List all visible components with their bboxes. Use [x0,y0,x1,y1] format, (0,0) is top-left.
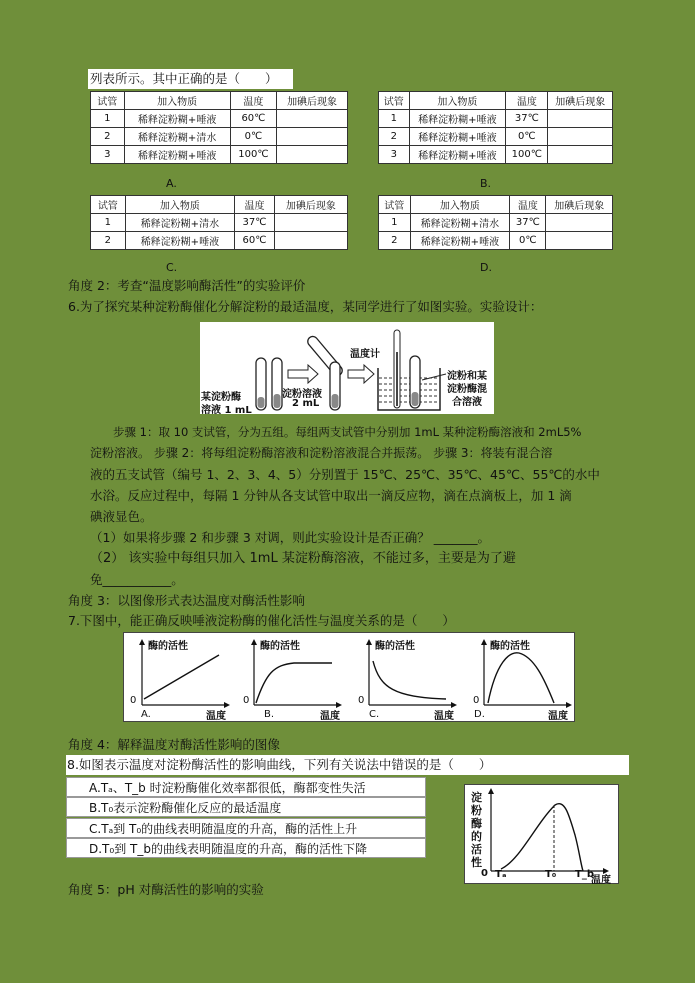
q8-stem: 8.如图表示温度对淀粉酶活性的影响曲线，下列有关说法中错误的是（ ） [67,757,492,772]
table-row [91,110,348,128]
table-cell: 0℃ [510,232,546,250]
graph-c-origin: 0 [358,695,365,706]
table-cell: 2 [379,232,411,250]
q8-xlabel: 温度 [591,875,611,886]
curve-c [373,661,446,699]
table-cell: 37℃ [510,214,546,232]
table-cell: 稀释淀粉糊+清水 [124,128,230,146]
th-substance: 加入物质 [409,92,506,110]
graph-c-xlabel: 温度 [434,711,454,722]
graph-a-origin: 0 [130,695,137,706]
table-cell: 1 [91,214,126,232]
table-cell: 60℃ [230,110,276,128]
q6-figure [200,322,494,414]
table-row [379,128,613,146]
table-header-row [379,196,613,214]
q8-tb-label: T_b [575,869,594,880]
label-enzyme-1: 某淀粉酶 [201,392,241,403]
table-cell: 稀释淀粉糊+唾液 [409,128,506,146]
table-cell: 37℃ [235,214,275,232]
table-cell [274,232,347,250]
q6-sub-question-2: （2） 该实验中每组只加入 1mL 某淀粉酶溶液，不能过多，主要是为了避 [90,551,516,566]
q8-ylabel-6: 性 [471,856,482,869]
table-cell [548,110,613,128]
graph-a-option: A. [141,709,151,720]
th-tube: 试管 [91,92,125,110]
table-d [378,195,613,250]
table-cell: 60℃ [235,232,275,250]
q5-stem: 列表所示。其中正确的是（ ） [90,71,278,86]
table-cell: 2 [91,128,125,146]
table-cell [546,232,613,250]
q6-sub-question-2b: 免___________。 [90,572,184,587]
option-b-caption: B. [480,177,492,190]
graph-c-option: C. [369,709,380,720]
graph-a-xlabel: 温度 [206,711,226,722]
graph-d-option: D. [474,709,485,720]
graph-b-origin: 0 [243,695,250,706]
q8-ylabel-1: 淀 [471,791,482,804]
th-result: 加碘后现象 [274,196,347,214]
q8-origin: 0 [481,868,488,879]
table-c [90,195,348,250]
label-starch-2: 2 mL [292,398,320,409]
table-cell: 稀释淀粉糊+唾液 [409,110,506,128]
table-cell [548,128,613,146]
curve-a [144,655,219,699]
q6-step-line-5: 碘液显色。 [90,509,153,524]
graph-d-ylabel: 酶的活性 [490,641,530,652]
th-result: 加碘后现象 [546,196,613,214]
label-mixture-3: 合溶液 [452,397,482,408]
q8-ylabel-5: 活 [471,843,482,856]
option-c-caption: C. [166,261,178,274]
label-starch-1: 淀粉溶液 [282,389,322,400]
table-cell: 稀释淀粉糊+唾液 [124,110,230,128]
q8-ylabel-3: 酶 [471,817,482,830]
th-temp: 温度 [506,92,548,110]
q8-ylabel-4: 的 [471,830,482,843]
table-row [91,214,348,232]
table-cell: 37℃ [506,110,548,128]
table-cell: 3 [379,146,410,164]
table-cell: 0℃ [230,128,276,146]
table-a [90,91,348,164]
table-row [91,146,348,164]
q6-step-line-2: 淀粉溶液。 步骤 2：将每组淀粉酶溶液和淀粉溶液混合并振荡。 步骤 3：将装有混合溶 [90,446,553,460]
graph-b-xlabel: 温度 [320,711,340,722]
th-substance: 加入物质 [125,196,235,214]
table-header-row [91,196,348,214]
table-row [379,232,613,250]
option-d-caption: D. [480,261,492,274]
table-cell: 1 [379,110,410,128]
q6-sub-question-1: （1）如果将步骤 2 和步骤 3 对调，则此实验设计是否正确？ _______。 [90,530,490,545]
table-row [91,128,348,146]
table-row [379,110,613,128]
table-cell [546,214,613,232]
table-cell: 1 [379,214,411,232]
graph-a-ylabel: 酶的活性 [148,641,188,652]
q6-stem: 6.为了探究某种淀粉酶催化分解淀粉的最适温度，某同学进行了如图实验。实验设计： [68,299,543,314]
q8-option-a: A.Tₐ、T_b 时淀粉酶催化效率都很低，酶都变性失活 [66,777,426,797]
q8-option-d: D.T₀到 T_b的曲线表明随温度的升高，酶的活性下降 [66,838,426,858]
th-temp: 温度 [235,196,275,214]
table-cell: 稀释淀粉糊+唾液 [409,146,506,164]
table-b [378,91,613,164]
table-header-row [379,92,613,110]
table-cell [274,214,347,232]
table-cell: 2 [379,128,410,146]
angle-4-heading: 角度 4：解释温度对酶活性影响的图像 [68,737,280,752]
th-result: 加碘后现象 [277,92,348,110]
table-cell: 稀释淀粉糊+清水 [125,214,235,232]
table-cell [277,146,348,164]
table-cell: 0℃ [506,128,548,146]
q8-ylabel-2: 粉 [471,804,482,817]
q8-ta-label: Tₐ [495,869,507,880]
activity-curve [501,804,583,871]
table-cell: 100℃ [506,146,548,164]
table-cell: 1 [91,110,125,128]
q7-graphs [123,632,575,722]
table-row [91,232,348,250]
graph-b-ylabel: 酶的活性 [260,641,300,652]
graph-d-origin: 0 [473,695,480,706]
curve-b [256,663,332,703]
th-tube: 试管 [379,92,410,110]
label-mixture-1: 淀粉和某 [447,371,487,382]
table-row [379,146,613,164]
table-header-row [91,92,348,110]
graph-c-ylabel: 酶的活性 [375,641,415,652]
table-cell: 稀释淀粉糊+清水 [410,214,510,232]
graph-d-xlabel: 温度 [548,711,568,722]
th-tube: 试管 [379,196,411,214]
table-cell: 100℃ [230,146,276,164]
q8-graph [464,784,619,884]
table-cell: 稀释淀粉糊+唾液 [125,232,235,250]
table-cell [548,146,613,164]
q7-stem: 7.下图中，能正确反映唾液淀粉酶的催化活性与温度关系的是（ ） [68,613,455,628]
q6-step-line-4: 水浴。反应过程中，每隔 1 分钟从各支试管中取出一滴反应物，滴在点滴板上，加 1 滴 [90,488,572,503]
graph-b-option: B. [264,709,275,720]
th-substance: 加入物质 [124,92,230,110]
q8-option-b: B.T₀表示淀粉酶催化反应的最适温度 [66,797,426,817]
label-thermometer: 温度计 [350,349,380,360]
table-cell: 稀释淀粉糊+唾液 [410,232,510,250]
th-temp: 温度 [230,92,276,110]
th-temp: 温度 [510,196,546,214]
table-cell [277,128,348,146]
th-result: 加碘后现象 [548,92,613,110]
table-cell [277,110,348,128]
table-cell: 稀释淀粉糊+唾液 [124,146,230,164]
table-cell: 2 [91,232,126,250]
q6-step-line-3: 液的五支试管（编号 1、2、3、4、5）分别置于 15℃、25℃、35℃、45℃、55℃的水中 [90,467,600,482]
curve-d [488,653,554,703]
label-mixture-2: 淀粉酶混 [447,384,487,395]
q8-option-c: C.Tₐ到 T₀的曲线表明随温度的升高，酶的活性上升 [66,818,426,838]
angle-2-heading: 角度 2：考查“温度影响酶活性”的实验评价 [68,278,306,293]
th-tube: 试管 [91,196,126,214]
th-substance: 加入物质 [410,196,510,214]
q8-t0-label: T₀ [545,869,557,880]
angle-3-heading: 角度 3：以图像形式表达温度对酶活性影响 [68,593,305,608]
option-a-caption: A. [166,177,177,190]
table-row [379,214,613,232]
label-enzyme-2: 溶液 1 mL [201,405,252,416]
table-cell: 3 [91,146,125,164]
angle-5-heading: 角度 5：pH 对酶活性的影响的实验 [68,882,264,897]
q6-step-line-1: 步骤 1：取 10 支试管，分为五组。每组两支试管中分别加 1mL 某种淀粉酶溶液和 2mL5% [90,425,582,439]
